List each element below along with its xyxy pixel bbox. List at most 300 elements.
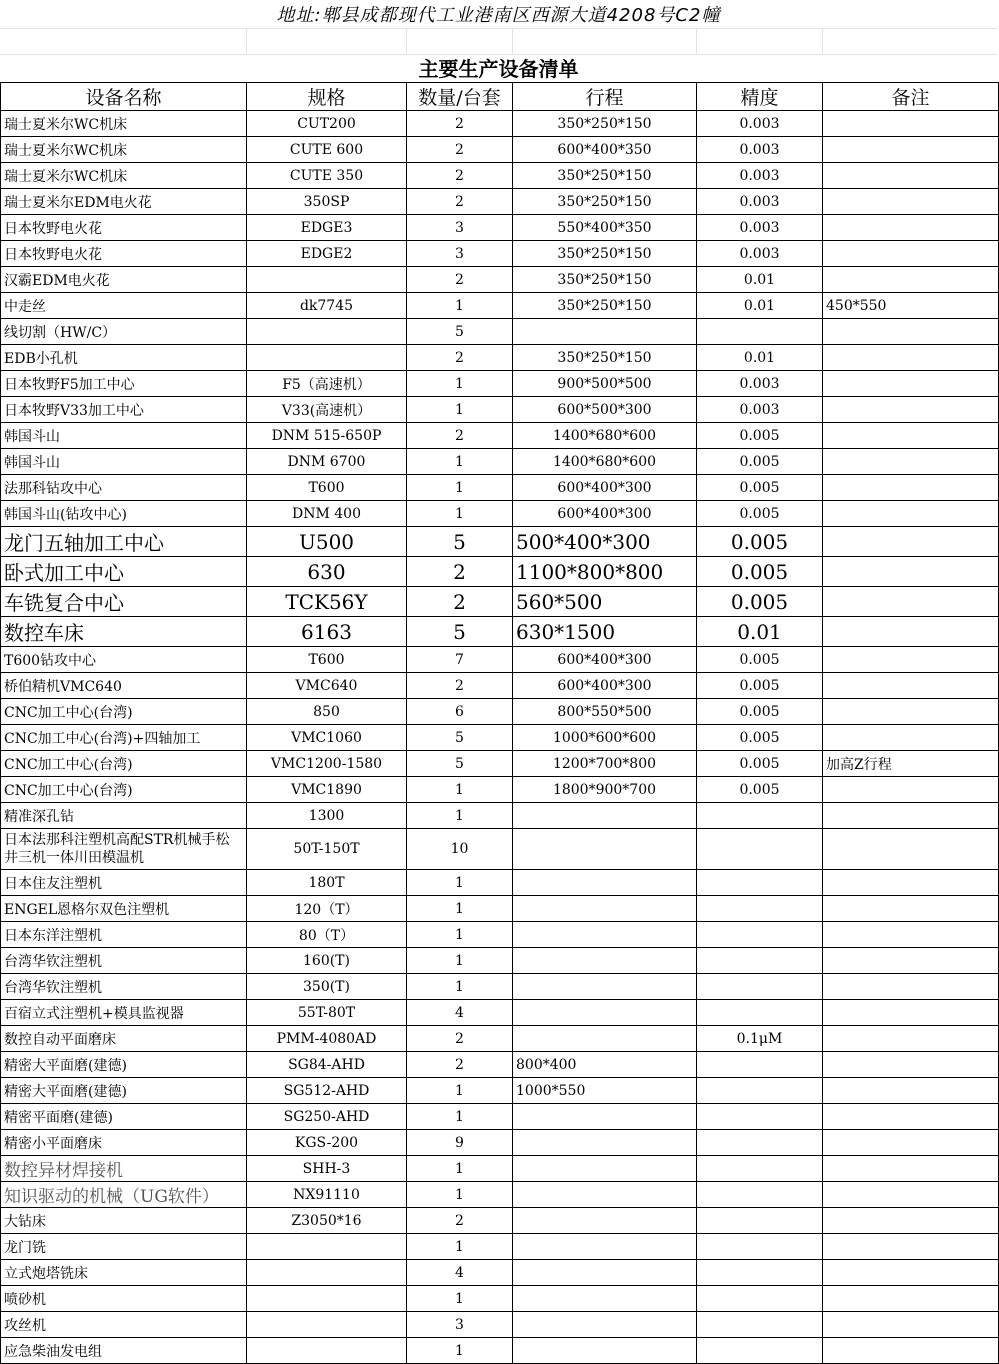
cell-spec[interactable]	[247, 1312, 407, 1338]
cell-precision[interactable]	[697, 1182, 823, 1208]
col-header-spec[interactable]: 规格	[247, 83, 407, 111]
cell-travel[interactable]	[513, 1234, 697, 1260]
cell-quantity[interactable]: 1	[407, 1156, 513, 1182]
cell-precision[interactable]: 0.005	[697, 501, 823, 527]
cell-quantity[interactable]: 1	[407, 475, 513, 501]
cell-note[interactable]	[823, 189, 999, 215]
cell-quantity[interactable]: 6	[407, 699, 513, 725]
cell-spec[interactable]: T600	[247, 475, 407, 501]
cell-travel[interactable]: 350*250*150	[513, 267, 697, 293]
cell-note[interactable]: 加高Z行程	[823, 751, 999, 777]
cell-equipment-name[interactable]: 百宿立式注塑机+模具监视器	[1, 1000, 247, 1026]
cell-precision[interactable]: 0.01	[697, 293, 823, 319]
col-header-name[interactable]: 设备名称	[1, 83, 247, 111]
cell-equipment-name[interactable]: EDB小孔机	[1, 345, 247, 371]
cell-travel[interactable]: 1000*600*600	[513, 725, 697, 751]
cell-note[interactable]	[823, 397, 999, 423]
cell-travel[interactable]: 900*500*500	[513, 371, 697, 397]
cell-spec[interactable]: TCK56Y	[247, 587, 407, 617]
cell-quantity[interactable]: 2	[407, 163, 513, 189]
cell-note[interactable]	[823, 1208, 999, 1234]
cell-equipment-name[interactable]: 攻丝机	[1, 1312, 247, 1338]
cell-quantity[interactable]: 2	[407, 267, 513, 293]
cell-equipment-name[interactable]: CNC加工中心(台湾)	[1, 751, 247, 777]
cell-travel[interactable]: 600*400*300	[513, 647, 697, 673]
cell-spec[interactable]: 160(T)	[247, 948, 407, 974]
table-row	[1, 189, 999, 215]
cell-precision[interactable]	[697, 922, 823, 948]
cell-quantity[interactable]: 1	[407, 501, 513, 527]
cell-equipment-name[interactable]: CNC加工中心(台湾)	[1, 699, 247, 725]
cell-precision[interactable]	[697, 896, 823, 922]
cell-precision[interactable]	[697, 1312, 823, 1338]
cell-equipment-name[interactable]: 日本牧野V33加工中心	[1, 397, 247, 423]
cell-spec[interactable]: CUT200	[247, 111, 407, 137]
cell-equipment-name[interactable]: CNC加工中心(台湾)	[1, 777, 247, 803]
cell-note[interactable]	[823, 501, 999, 527]
cell-note[interactable]	[823, 1052, 999, 1078]
cell-quantity[interactable]: 2	[407, 423, 513, 449]
cell-equipment-name[interactable]: 日本牧野电火花	[1, 241, 247, 267]
cell-travel[interactable]	[513, 1208, 697, 1234]
cell-precision[interactable]: 0.01	[697, 617, 823, 647]
cell-quantity[interactable]: 1	[407, 896, 513, 922]
cell-travel[interactable]	[513, 896, 697, 922]
cell-precision[interactable]: 0.005	[697, 423, 823, 449]
cell-spec[interactable]: 120（T）	[247, 896, 407, 922]
cell-precision[interactable]	[697, 1078, 823, 1104]
cell-spec[interactable]: 180T	[247, 870, 407, 896]
cell-spec[interactable]: PMM-4080AD	[247, 1026, 407, 1052]
cell-precision[interactable]	[697, 870, 823, 896]
cell-precision[interactable]: 0.005	[697, 647, 823, 673]
cell-equipment-name[interactable]: 法那科钻攻中心	[1, 475, 247, 501]
cell-equipment-name[interactable]: 桥伯精机VMC640	[1, 673, 247, 699]
cell-note[interactable]: 450*550	[823, 293, 999, 319]
cell-equipment-name[interactable]: 大钻床	[1, 1208, 247, 1234]
cell-quantity[interactable]: 3	[407, 241, 513, 267]
cell-quantity[interactable]: 1	[407, 922, 513, 948]
cell-precision[interactable]	[697, 1052, 823, 1078]
cell-precision[interactable]	[697, 1234, 823, 1260]
cell-note[interactable]	[823, 371, 999, 397]
cell-equipment-name[interactable]: 精准深孔钻	[1, 803, 247, 829]
table-row	[1, 267, 999, 293]
cell-note[interactable]	[823, 673, 999, 699]
cell-note[interactable]	[823, 974, 999, 1000]
cell-spec[interactable]: 80（T）	[247, 922, 407, 948]
cell-equipment-name[interactable]: 精密小平面磨床	[1, 1130, 247, 1156]
cell-precision[interactable]	[697, 1130, 823, 1156]
cell-note[interactable]	[823, 1260, 999, 1286]
cell-precision[interactable]: 0.01	[697, 345, 823, 371]
cell-note[interactable]	[823, 922, 999, 948]
cell-precision[interactable]: 0.005	[697, 587, 823, 617]
cell-quantity[interactable]: 2	[407, 1208, 513, 1234]
cell-equipment-name[interactable]: 精密大平面磨(建德)	[1, 1078, 247, 1104]
cell-quantity[interactable]: 1	[407, 777, 513, 803]
cell-spec[interactable]: DNM 515-650P	[247, 423, 407, 449]
cell-precision[interactable]: 0.003	[697, 111, 823, 137]
cell-quantity[interactable]: 2	[407, 1052, 513, 1078]
cell-travel[interactable]	[513, 870, 697, 896]
col-header-precision[interactable]: 精度	[697, 83, 823, 111]
table-row	[1, 527, 999, 557]
cell-spec[interactable]: F5（高速机）	[247, 371, 407, 397]
cell-quantity[interactable]: 2	[407, 587, 513, 617]
table-row	[1, 699, 999, 725]
cell-precision[interactable]	[697, 974, 823, 1000]
page-title: 主要生产设备清单	[418, 57, 579, 81]
cell-travel[interactable]	[513, 1286, 697, 1312]
cell-note[interactable]	[823, 1338, 999, 1364]
cell-travel[interactable]: 1000*550	[513, 1078, 697, 1104]
cell-note[interactable]	[823, 423, 999, 449]
cell-travel[interactable]: 600*400*300	[513, 475, 697, 501]
cell-precision[interactable]	[697, 1156, 823, 1182]
cell-equipment-name[interactable]: 日本法那科注塑机高配STR机械手松井三机一体川田模温机	[1, 829, 247, 870]
cell-quantity[interactable]: 1	[407, 1338, 513, 1364]
cell-travel[interactable]: 1200*700*800	[513, 751, 697, 777]
cell-note[interactable]	[823, 948, 999, 974]
cell-quantity[interactable]: 4	[407, 1260, 513, 1286]
cell-equipment-name[interactable]: 应急柴油发电组	[1, 1338, 247, 1364]
cell-quantity[interactable]: 10	[407, 829, 513, 870]
cell-precision[interactable]: 0.005	[697, 673, 823, 699]
table-row	[1, 617, 999, 647]
cell-precision[interactable]: 0.005	[697, 725, 823, 751]
cell-quantity[interactable]: 1	[407, 1078, 513, 1104]
cell-travel[interactable]	[513, 1182, 697, 1208]
cell-travel[interactable]	[513, 1104, 697, 1130]
cell-spec[interactable]: 350SP	[247, 189, 407, 215]
cell-travel[interactable]: 350*250*150	[513, 345, 697, 371]
cell-quantity[interactable]: 1	[407, 371, 513, 397]
cell-quantity[interactable]: 9	[407, 1130, 513, 1156]
address-cell[interactable]	[0, 0, 997, 29]
cell-equipment-name[interactable]: 数控异材焊接机	[1, 1156, 247, 1182]
cell-note[interactable]	[823, 617, 999, 647]
cell-spec[interactable]: DNM 6700	[247, 449, 407, 475]
cell-travel[interactable]: 800*400	[513, 1052, 697, 1078]
cell-quantity[interactable]: 4	[407, 1000, 513, 1026]
cell-spec[interactable]: V33(高速机）	[247, 397, 407, 423]
cell-quantity[interactable]: 7	[407, 647, 513, 673]
cell-note[interactable]	[823, 1000, 999, 1026]
cell-precision[interactable]: 0.005	[697, 777, 823, 803]
cell-spec[interactable]	[247, 1234, 407, 1260]
cell-travel[interactable]: 350*250*150	[513, 189, 697, 215]
cell-note[interactable]	[823, 725, 999, 751]
cell-travel[interactable]: 1400*680*600	[513, 449, 697, 475]
cell-note[interactable]	[823, 1312, 999, 1338]
cell-equipment-name[interactable]: 日本东洋注塑机	[1, 922, 247, 948]
cell-note[interactable]	[823, 345, 999, 371]
cell-travel[interactable]: 600*500*300	[513, 397, 697, 423]
cell-quantity[interactable]: 5	[407, 751, 513, 777]
cell-equipment-name[interactable]: 龙门铣	[1, 1234, 247, 1260]
cell-travel[interactable]: 600*400*300	[513, 673, 697, 699]
cell-spec[interactable]: dk7745	[247, 293, 407, 319]
cell-travel[interactable]	[513, 1026, 697, 1052]
cell-travel[interactable]: 350*250*150	[513, 111, 697, 137]
col-header-note[interactable]: 备注	[823, 83, 999, 111]
cell-travel[interactable]: 500*400*300	[513, 527, 697, 557]
cell-note[interactable]	[823, 1182, 999, 1208]
cell-note[interactable]	[823, 829, 999, 870]
cell-note[interactable]	[823, 215, 999, 241]
cell-equipment-name[interactable]: CNC加工中心(台湾)+四轴加工	[1, 725, 247, 751]
cell-spec[interactable]: VMC1200-1580	[247, 751, 407, 777]
cell-travel[interactable]	[513, 803, 697, 829]
table-row	[1, 137, 999, 163]
cell-precision[interactable]: 0.005	[697, 527, 823, 557]
cell-equipment-name[interactable]: 瑞士夏米尔EDM电火花	[1, 189, 247, 215]
cell-note[interactable]	[823, 475, 999, 501]
cell-spec[interactable]: KGS-200	[247, 1130, 407, 1156]
cell-note[interactable]	[823, 647, 999, 673]
cell-spec[interactable]: T600	[247, 647, 407, 673]
cell-equipment-name[interactable]: 知识驱动的机械（UG软件）	[1, 1182, 247, 1208]
cell-note[interactable]	[823, 803, 999, 829]
cell-spec[interactable]: 50T-150T	[247, 829, 407, 870]
cell-equipment-name[interactable]: 精密平面磨(建德)	[1, 1104, 247, 1130]
cell-spec[interactable]	[247, 267, 407, 293]
cell-quantity[interactable]: 1	[407, 803, 513, 829]
cell-equipment-name[interactable]: 精密大平面磨(建德)	[1, 1052, 247, 1078]
cell-spec[interactable]: NX91110	[247, 1182, 407, 1208]
cell-travel[interactable]: 1800*900*700	[513, 777, 697, 803]
cell-spec[interactable]: SG250-AHD	[247, 1104, 407, 1130]
cell-quantity[interactable]: 1	[407, 1182, 513, 1208]
col-header-travel[interactable]: 行程	[513, 83, 697, 111]
cell-note[interactable]	[823, 1078, 999, 1104]
cell-equipment-name[interactable]: 中走丝	[1, 293, 247, 319]
cell-quantity[interactable]: 2	[407, 673, 513, 699]
cell-precision[interactable]	[697, 829, 823, 870]
cell-precision[interactable]: 0.01	[697, 267, 823, 293]
cell-travel[interactable]: 1100*800*800	[513, 557, 697, 587]
cell-spec[interactable]: SG512-AHD	[247, 1078, 407, 1104]
cell-travel[interactable]: 560*500	[513, 587, 697, 617]
cell-equipment-name[interactable]: 瑞士夏米尔WC机床	[1, 137, 247, 163]
cell-precision[interactable]: 0.005	[697, 699, 823, 725]
cell-spec[interactable]: DNM 400	[247, 501, 407, 527]
title-cell[interactable]	[0, 55, 997, 82]
cell-note[interactable]	[823, 1286, 999, 1312]
cell-precision[interactable]: 0.005	[697, 449, 823, 475]
cell-precision[interactable]	[697, 1338, 823, 1364]
cell-note[interactable]	[823, 896, 999, 922]
cell-travel[interactable]: 350*250*150	[513, 163, 697, 189]
cell-precision[interactable]: 0.003	[697, 137, 823, 163]
cell-quantity[interactable]: 5	[407, 319, 513, 345]
cell-precision[interactable]	[697, 1260, 823, 1286]
cell-travel[interactable]	[513, 974, 697, 1000]
cell-note[interactable]	[823, 699, 999, 725]
cell-quantity[interactable]: 1	[407, 293, 513, 319]
cell-spec[interactable]: EDGE3	[247, 215, 407, 241]
cell-spec[interactable]	[247, 345, 407, 371]
cell-equipment-name[interactable]: 瑞士夏米尔WC机床	[1, 163, 247, 189]
cell-note[interactable]	[823, 527, 999, 557]
cell-spec[interactable]: VMC1890	[247, 777, 407, 803]
cell-equipment-name[interactable]: 车铣复合中心	[1, 587, 247, 617]
cell-spec[interactable]	[247, 1338, 407, 1364]
cell-spec[interactable]	[247, 1286, 407, 1312]
cell-quantity[interactable]: 5	[407, 527, 513, 557]
cell-precision[interactable]: 0.005	[697, 475, 823, 501]
cell-note[interactable]	[823, 241, 999, 267]
cell-quantity[interactable]: 1	[407, 870, 513, 896]
cell-spec[interactable]	[247, 319, 407, 345]
cell-spec[interactable]: CUTE 350	[247, 163, 407, 189]
cell-precision[interactable]: 0.1μM	[697, 1026, 823, 1052]
cell-travel[interactable]: 600*400*350	[513, 137, 697, 163]
cell-quantity[interactable]: 2	[407, 1026, 513, 1052]
cell-precision[interactable]: 0.005	[697, 751, 823, 777]
cell-equipment-name[interactable]: 韩国斗山	[1, 449, 247, 475]
cell-travel[interactable]: 550*400*350	[513, 215, 697, 241]
cell-spec[interactable]: Z3050*16	[247, 1208, 407, 1234]
cell-spec[interactable]: VMC1060	[247, 725, 407, 751]
cell-equipment-name[interactable]: 韩国斗山(钻攻中心)	[1, 501, 247, 527]
cell-note[interactable]	[823, 1234, 999, 1260]
cell-quantity[interactable]: 1	[407, 1104, 513, 1130]
cell-precision[interactable]	[697, 1000, 823, 1026]
cell-travel[interactable]	[513, 1338, 697, 1364]
cell-travel[interactable]: 350*250*150	[513, 293, 697, 319]
cell-note[interactable]	[823, 319, 999, 345]
cell-travel[interactable]	[513, 319, 697, 345]
cell-spec[interactable]: 630	[247, 557, 407, 587]
cell-equipment-name[interactable]: ENGEL恩格尔双色注塑机	[1, 896, 247, 922]
cell-note[interactable]	[823, 1026, 999, 1052]
col-header-qty[interactable]: 数量/台套	[407, 83, 513, 111]
cell-equipment-name[interactable]: 龙门五轴加工中心	[1, 527, 247, 557]
cell-spec[interactable]: 6163	[247, 617, 407, 647]
cell-spec[interactable]: VMC640	[247, 673, 407, 699]
cell-note[interactable]	[823, 1104, 999, 1130]
cell-quantity[interactable]: 2	[407, 111, 513, 137]
cell-note[interactable]	[823, 870, 999, 896]
cell-precision[interactable]: 0.005	[697, 557, 823, 587]
cell-precision[interactable]: 0.003	[697, 163, 823, 189]
cell-note[interactable]	[823, 587, 999, 617]
cell-precision[interactable]	[697, 319, 823, 345]
cell-quantity[interactable]: 5	[407, 617, 513, 647]
cell-equipment-name[interactable]: T600钻攻中心	[1, 647, 247, 673]
cell-equipment-name[interactable]: 日本牧野电火花	[1, 215, 247, 241]
cell-travel[interactable]	[513, 922, 697, 948]
cell-travel[interactable]	[513, 948, 697, 974]
cell-precision[interactable]: 0.003	[697, 397, 823, 423]
cell-travel[interactable]: 800*550*500	[513, 699, 697, 725]
cell-travel[interactable]	[513, 829, 697, 870]
cell-quantity[interactable]: 2	[407, 189, 513, 215]
cell-equipment-name[interactable]: 数控车床	[1, 617, 247, 647]
cell-note[interactable]	[823, 111, 999, 137]
cell-spec[interactable]: U500	[247, 527, 407, 557]
cell-note[interactable]	[823, 1156, 999, 1182]
cell-spec[interactable]: 850	[247, 699, 407, 725]
cell-equipment-name[interactable]: 瑞士夏米尔WC机床	[1, 111, 247, 137]
cell-note[interactable]	[823, 267, 999, 293]
cell-quantity[interactable]: 1	[407, 974, 513, 1000]
cell-equipment-name[interactable]: 线切割（HW/C）	[1, 319, 247, 345]
cell-travel[interactable]	[513, 1260, 697, 1286]
cell-quantity[interactable]: 2	[407, 345, 513, 371]
cell-equipment-name[interactable]: 喷砂机	[1, 1286, 247, 1312]
cell-travel[interactable]: 600*400*300	[513, 501, 697, 527]
cell-equipment-name[interactable]: 立式炮塔铣床	[1, 1260, 247, 1286]
cell-quantity[interactable]: 1	[407, 1286, 513, 1312]
cell-quantity[interactable]: 3	[407, 1312, 513, 1338]
cell-quantity[interactable]: 2	[407, 557, 513, 587]
cell-travel[interactable]: 350*250*150	[513, 241, 697, 267]
cell-equipment-name[interactable]: 台湾华钦注塑机	[1, 974, 247, 1000]
cell-note[interactable]	[823, 557, 999, 587]
cell-equipment-name[interactable]: 卧式加工中心	[1, 557, 247, 587]
cell-precision[interactable]	[697, 1208, 823, 1234]
cell-spec[interactable]	[247, 1260, 407, 1286]
cell-travel[interactable]: 630*1500	[513, 617, 697, 647]
cell-travel[interactable]	[513, 1130, 697, 1156]
cell-precision[interactable]	[697, 1104, 823, 1130]
cell-quantity[interactable]: 2	[407, 137, 513, 163]
cell-note[interactable]	[823, 163, 999, 189]
cell-travel[interactable]: 1400*680*600	[513, 423, 697, 449]
cell-quantity[interactable]: 1	[407, 1234, 513, 1260]
cell-spec[interactable]: SG84-AHD	[247, 1052, 407, 1078]
cell-precision[interactable]: 0.003	[697, 241, 823, 267]
cell-precision[interactable]	[697, 803, 823, 829]
cell-travel[interactable]	[513, 1156, 697, 1182]
cell-equipment-name[interactable]: 汉霸EDM电火花	[1, 267, 247, 293]
cell-equipment-name[interactable]: 数控自动平面磨床	[1, 1026, 247, 1052]
cell-quantity[interactable]: 1	[407, 449, 513, 475]
cell-precision[interactable]	[697, 948, 823, 974]
cell-travel[interactable]	[513, 1000, 697, 1026]
cell-precision[interactable]: 0.003	[697, 215, 823, 241]
cell-note[interactable]	[823, 777, 999, 803]
table-row	[1, 922, 999, 948]
cell-precision[interactable]	[697, 1286, 823, 1312]
cell-note[interactable]	[823, 137, 999, 163]
cell-spec[interactable]: 350(T)	[247, 974, 407, 1000]
cell-quantity[interactable]: 1	[407, 948, 513, 974]
cell-note[interactable]	[823, 449, 999, 475]
cell-note[interactable]	[823, 1130, 999, 1156]
cell-quantity[interactable]: 3	[407, 215, 513, 241]
grid-line	[246, 28, 247, 54]
grid-line	[406, 28, 407, 54]
cell-spec[interactable]: 1300	[247, 803, 407, 829]
cell-equipment-name[interactable]: 韩国斗山	[1, 423, 247, 449]
cell-spec[interactable]: SHH-3	[247, 1156, 407, 1182]
cell-equipment-name[interactable]: 日本住友注塑机	[1, 870, 247, 896]
cell-equipment-name[interactable]: 日本牧野F5加工中心	[1, 371, 247, 397]
cell-precision[interactable]: 0.003	[697, 371, 823, 397]
cell-precision[interactable]: 0.003	[697, 189, 823, 215]
cell-spec[interactable]: EDGE2	[247, 241, 407, 267]
cell-spec[interactable]: CUTE 600	[247, 137, 407, 163]
cell-equipment-name[interactable]: 台湾华钦注塑机	[1, 948, 247, 974]
cell-travel[interactable]	[513, 1312, 697, 1338]
cell-quantity[interactable]: 5	[407, 725, 513, 751]
cell-spec[interactable]: 55T-80T	[247, 1000, 407, 1026]
cell-quantity[interactable]: 1	[407, 397, 513, 423]
